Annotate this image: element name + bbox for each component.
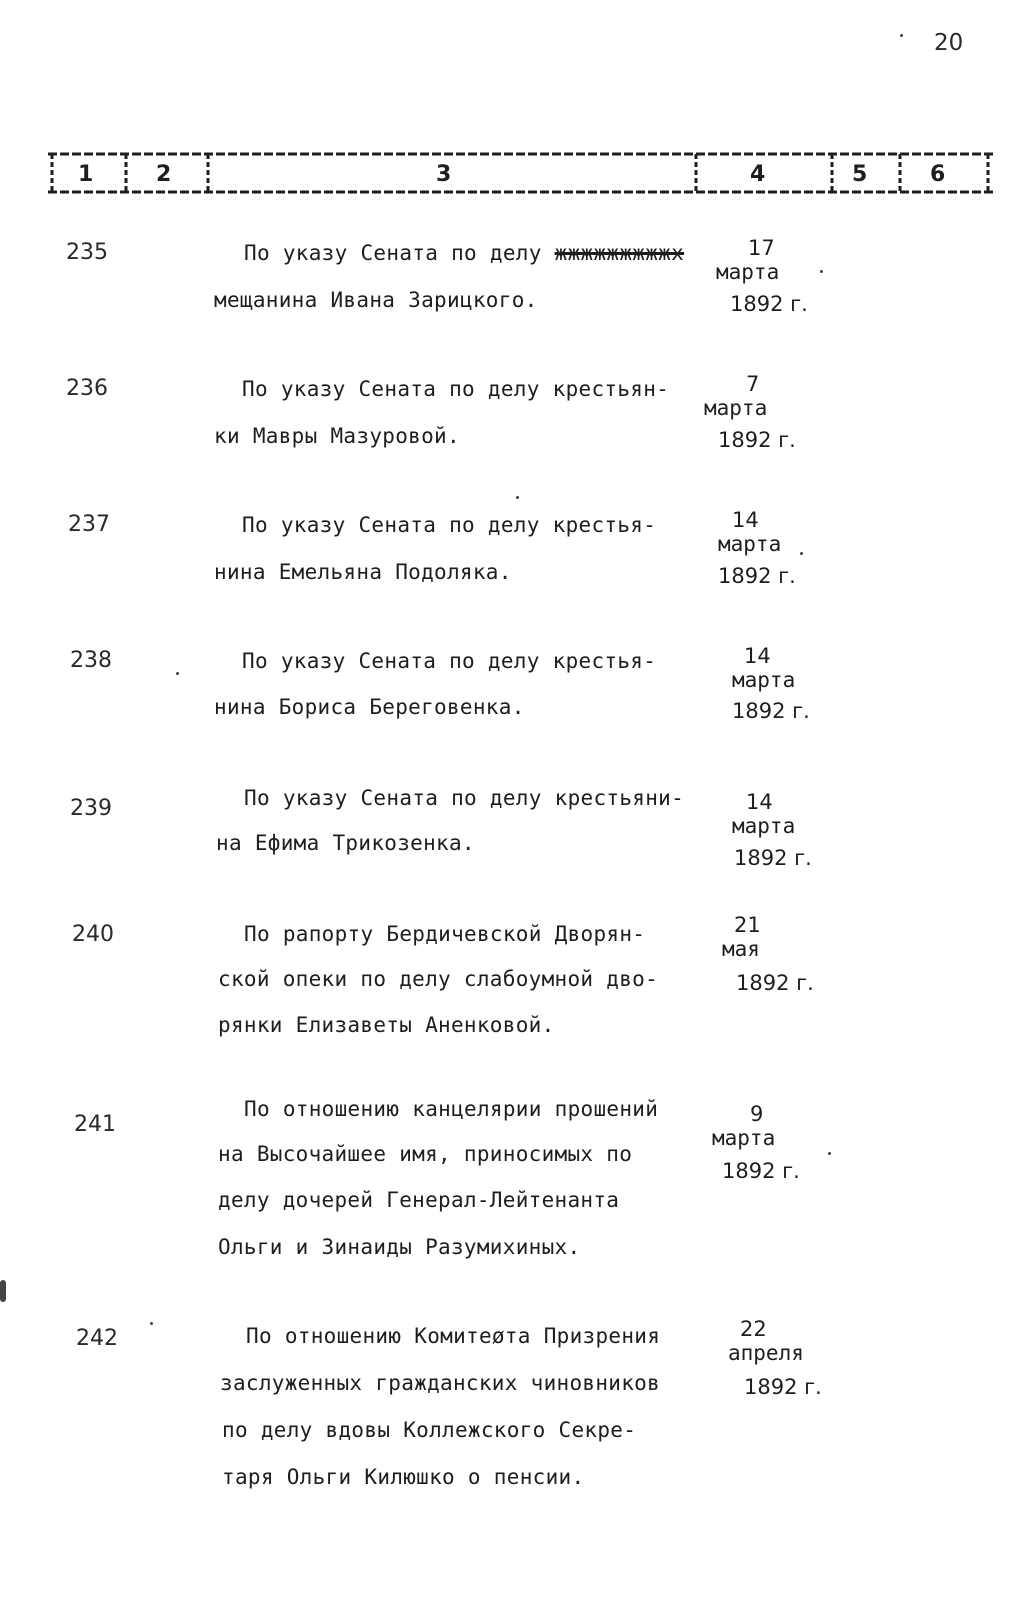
column-header-table <box>48 148 994 198</box>
entry-date-month: марта <box>732 668 796 692</box>
entry-text-line: заслуженных гражданских чиновников <box>220 1371 661 1395</box>
entry-date-month: мая <box>722 937 760 961</box>
entry-text-line: нина Бориса Береговенка. <box>214 695 525 719</box>
scan-speck <box>900 34 903 37</box>
entry-text-line: По указу Сената по делу крестья- <box>242 649 657 673</box>
entry-text-line: По отношению канцелярии прошений <box>244 1097 659 1121</box>
entry-date-month: марта <box>704 396 768 420</box>
entry-date-year: 1892 г. <box>718 564 796 588</box>
entry-text-line: По указу Сената по делу крестьян- <box>242 377 670 401</box>
entry-date-month: марта <box>712 1126 776 1150</box>
entry-text-line: нина Емельяна Подоляка. <box>214 560 512 584</box>
column-header-5: 5 <box>852 162 868 187</box>
entry-date-day: 14 <box>732 508 759 532</box>
entry-date-month: марта <box>718 532 782 556</box>
struck-out-text: жжжжжжжжжх <box>554 241 685 265</box>
entry-date-month: апреля <box>728 1341 804 1365</box>
scan-speck <box>820 270 823 273</box>
entry-date-year: 1892 г. <box>734 846 812 870</box>
page-number: 20 <box>934 30 964 56</box>
entry-text-line: По рапорту Бердичевской Дворян- <box>244 922 646 946</box>
entry-date-year: 1892 г. <box>722 1159 800 1183</box>
entry-date-day: 7 <box>746 372 760 396</box>
scan-speck <box>150 1322 153 1325</box>
entry-number: 237 <box>68 512 110 537</box>
entry-number: 241 <box>74 1112 116 1137</box>
entry-number: 235 <box>66 240 108 265</box>
entry-date-day: 22 <box>740 1317 767 1341</box>
entry-date-month: марта <box>716 260 780 284</box>
entry-text-line: По отношению Комитеøта Призрения <box>246 1324 661 1348</box>
entry-text-line: ской опеки по делу слабоумной дво- <box>218 967 659 991</box>
entry-date-year: 1892 г. <box>732 699 810 723</box>
scan-speck <box>516 496 519 499</box>
scan-speck <box>828 1152 831 1155</box>
entry-date-year: 1892 г. <box>744 1375 822 1399</box>
entry-number: 242 <box>76 1326 118 1351</box>
entry-text-line: мещанина Ивана Зарицкого. <box>214 288 538 312</box>
entry-text-line: на Ефима Трикозенка. <box>216 831 475 855</box>
entry-number: 240 <box>72 922 114 947</box>
column-header-1: 1 <box>78 162 94 187</box>
entry-number: 236 <box>66 376 108 401</box>
entry-date-year: 1892 г. <box>736 971 814 995</box>
entry-text-line: рянки Елизаветы Аненковой. <box>218 1013 555 1037</box>
entry-date-month: марта <box>732 814 796 838</box>
column-header-3: 3 <box>436 162 452 187</box>
entry-date-day: 9 <box>750 1102 764 1126</box>
entry-text-line <box>244 241 684 265</box>
entry-number: 239 <box>70 796 112 821</box>
entry-text-line: делу дочерей Генерал-Лейтенанта <box>218 1188 620 1212</box>
entry-text-line: По указу Сената по делу крестьяни- <box>244 786 685 810</box>
scan-mark <box>0 1280 6 1302</box>
entry-text-line: по делу вдовы Коллежского Секре- <box>222 1418 637 1442</box>
entry-text-fragment: По указу Сената по делу <box>244 241 555 265</box>
column-header-4: 4 <box>750 162 766 187</box>
entry-date-day: 21 <box>734 913 761 937</box>
entry-text-line: таря Ольги Килюшко о пенсии. <box>222 1465 585 1489</box>
entry-number: 238 <box>70 648 112 673</box>
scan-speck <box>176 672 179 675</box>
column-header-6: 6 <box>930 162 946 187</box>
entry-date-year: 1892 г. <box>730 292 808 316</box>
entry-text-line: ки Мавры Мазуровой. <box>214 424 460 448</box>
entry-text-line: Ольги и Зинаиды Разумихиных. <box>218 1235 581 1259</box>
scan-speck <box>800 552 803 555</box>
entry-text-line: на Высочайшее имя, приносимых по <box>218 1142 633 1166</box>
entry-date-year: 1892 г. <box>718 428 796 452</box>
entry-date-day: 14 <box>744 644 771 668</box>
entry-text-line: По указу Сената по делу крестья- <box>242 513 657 537</box>
entry-date-day: 14 <box>746 790 773 814</box>
column-header-2: 2 <box>156 162 172 187</box>
entry-date-day: 17 <box>748 236 775 260</box>
